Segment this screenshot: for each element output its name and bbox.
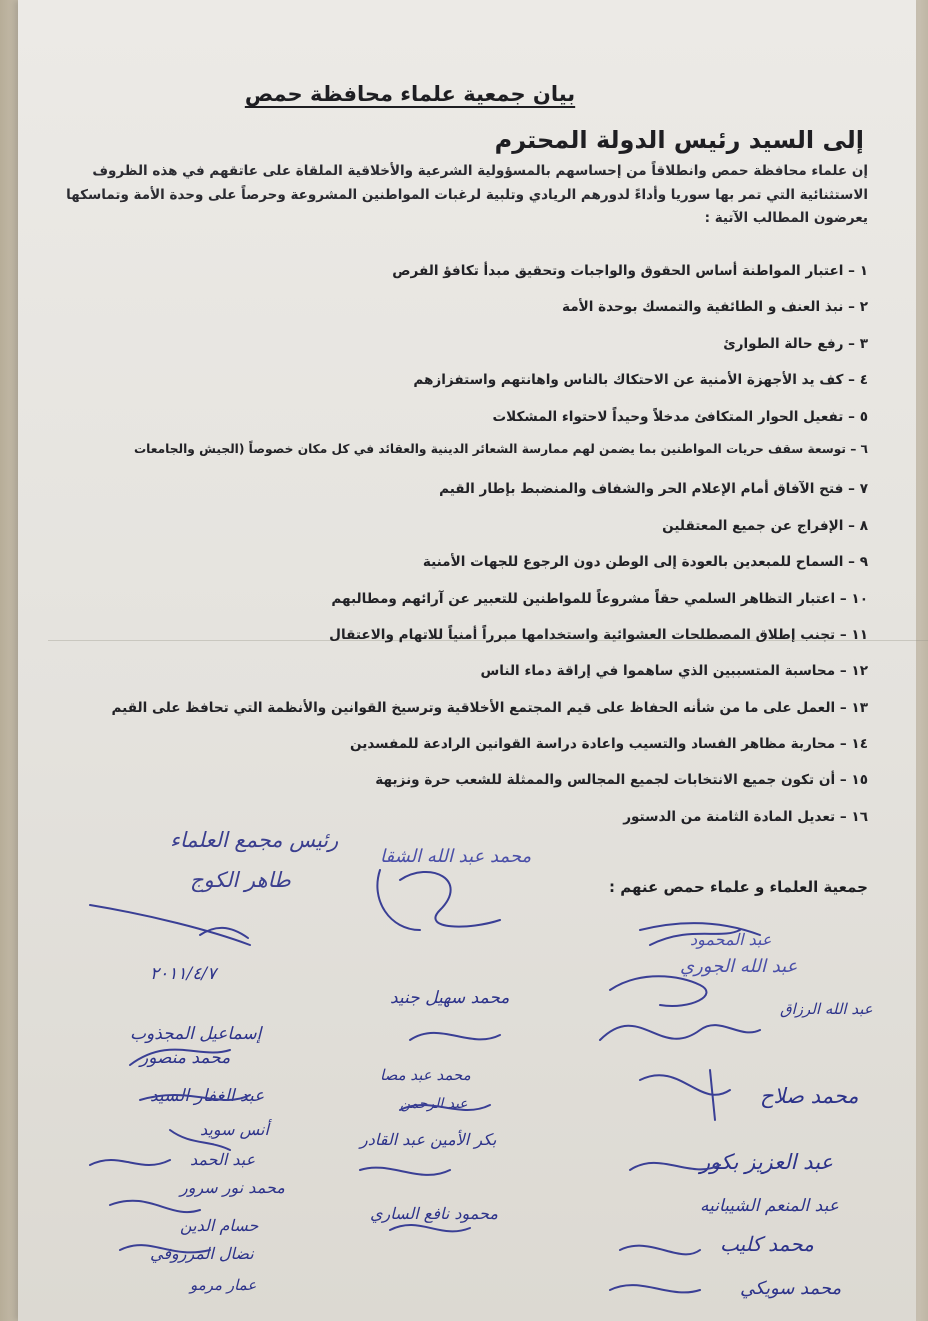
- demand-item: ٦ – توسعة سقف حريات المواطنين بما يضمن لهم ممارسة الشعائر الدينية والعقائد في كل مكان خصوصاً (الجيش والجامعات: [133, 441, 868, 456]
- signature-left: حسام الدين: [180, 1216, 259, 1235]
- signature-right: عبد المحمود: [690, 930, 772, 949]
- document-title: بيان جمعية علماء محافظة حمص: [244, 82, 576, 106]
- signature-right: عبد العزيز بكور: [700, 1150, 834, 1174]
- demand-item: ١٠ – اعتبار التظاهر السلمي حقاً مشروعاً للمواطنين للتعبير عن آرائهم ومطالبهم: [331, 590, 868, 607]
- signature-middle: بكر الأمين عبد القادر: [360, 1130, 497, 1149]
- signature-right: عبد الله الرزاق: [780, 1000, 873, 1018]
- signature-left: محمد منصور: [140, 1048, 231, 1068]
- demand-item: ١١ – تجنب إطلاق المصطلحات العشوائية واستخدامها مبرراً أمنياً للاتهام والاعتقال: [329, 626, 868, 643]
- signature-president-title: رئيس مجمع العلماء: [170, 828, 339, 852]
- demand-item: ١٤ – محاربة مظاهر الفساد والتسيب واعادة دراسة القوانين الرادعة للمفسدين: [349, 736, 868, 753]
- signature-right: عبد المنعم الشيبانيه: [700, 1196, 839, 1216]
- demands-list: [48, 260, 868, 842]
- demand-item: ٥ – تفعيل الحوار المتكافئ مدخلاً وحيداً لاحتواء المشكلات: [492, 408, 868, 425]
- demand-item: ١٦ – تعديل المادة الثامنة من الدستور: [623, 808, 868, 825]
- demand-item: ٣ – رفع حالة الطوارئ: [723, 335, 868, 352]
- demand-item: ٨ – الإفراج عن جميع المعتقلين: [662, 517, 868, 534]
- signature-middle: محمد عبد مصا: [380, 1066, 471, 1084]
- demand-item: ٧ – فتح الآفاق أمام الإعلام الحر والشفاف والمنضبط بإطار القيم: [439, 481, 868, 498]
- demand-item: ٤ – كف يد الأجهزة الأمنية عن الاحتكاك بالناس واهانتهم واستفزازهم: [413, 372, 868, 389]
- demand-item: ١ – اعتبار المواطنة أساس الحقوق والواجبات وتحقيق مبدأ تكافؤ الفرص: [392, 263, 868, 279]
- demand-item: ١٣ – العمل على ما من شأنه الحفاظ على قيم المجتمع الأخلاقية وترسيخ القوانين والأنظمة التي تحافظ على القيم: [111, 699, 868, 716]
- document-address: إلى السيد رئيس الدولة المحترم: [494, 126, 864, 154]
- signature-right: عبد الله الجوري: [680, 956, 798, 977]
- signature-left: نضال المرزوقي: [150, 1244, 254, 1263]
- signature-left: إسماعيل المجذوب: [130, 1024, 262, 1044]
- signature-middle: محمد عبد الله الشقا: [380, 846, 532, 867]
- demand-item: ١٥ – أن تكون جميع الانتخابات لجميع المجالس والممثلة للشعب حرة ونزيهة: [375, 772, 868, 789]
- signature-middle: محمود نافع الساري: [370, 1204, 498, 1223]
- demand-item: ٩ – السماح للمبعدين بالعودة إلى الوطن دون الرجوع للجهات الأمنية: [422, 554, 868, 571]
- signature-right: محمد كليب: [720, 1232, 814, 1256]
- signature-right: محمد سويكي: [740, 1278, 842, 1299]
- intro-paragraph: إن علماء محافظة حمص وانطلاقاً من إحساسهم بالمسؤولية الشرعية والأخلاقية الملقاة على عاتقهم في هذه الظروف الاستثنائية التي تمر بها سوريا وأداءً لدورهم الريادي وتلبية لرغبات المواطنين المشروعة وحرصاً على وحدة الأمة وتماسكها يعرضون المطالب الآتية :: [66, 163, 868, 226]
- signature-president-name: طاهر الكوج: [190, 868, 291, 892]
- signature-left: محمد نور سرور: [180, 1178, 285, 1197]
- demand-item: ١٢ – محاسبة المتسببين الذي ساهموا في إراقة دماء الناس: [480, 663, 868, 680]
- signature-middle: محمد سهيل جنيد: [390, 988, 510, 1008]
- signature-left: أنس سويد: [200, 1120, 269, 1139]
- signature-left: عبد الغفار السيد: [150, 1086, 265, 1106]
- signature-middle: عبد الرحمن: [400, 1096, 468, 1112]
- signature-date: ٢٠١١/٤/٧: [150, 964, 217, 984]
- signature-left: عمار مرمو: [190, 1276, 257, 1294]
- demand-item: ٢ – نبذ العنف و الطائفية والتمسك بوحدة الأمة: [561, 299, 868, 316]
- association-label: جمعية العلماء و علماء حمص عنهم :: [608, 878, 868, 896]
- signature-left: عبد الحمد: [190, 1150, 256, 1169]
- signature-right: محمد صلاح: [760, 1084, 859, 1108]
